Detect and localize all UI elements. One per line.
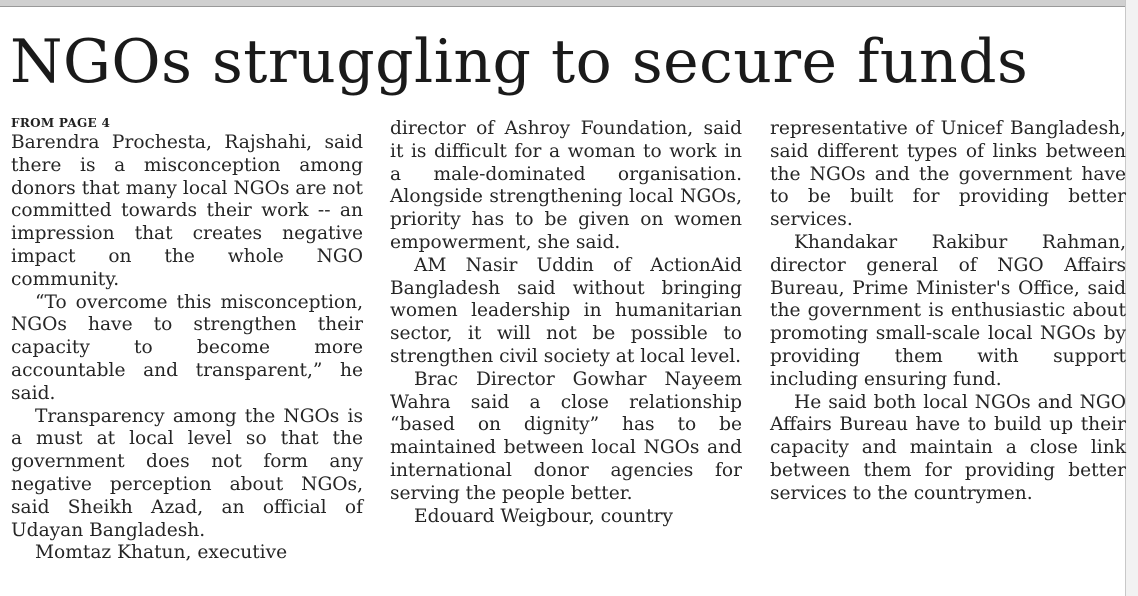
article-column-3 [770, 118, 1126, 506]
paragraph: representative of Unicef Bangladesh, said different types of links between the NGOs and the government have to be built for providing better services. [770, 118, 1126, 231]
paragraph: Khandakar Rakibur Rahman, director general of NGO Affairs Bureau, Prime Minister's Office, said the government is enthusiastic about promoting small-scale local NGOs by providing them with support including ensuring fund. [770, 231, 1126, 390]
paragraph: Barendra Prochesta, Rajshahi, said there is a misconception among donors that many local NGOs are not committed towards their work -- an impression that creates negative impact on the whole NGO community. [11, 132, 363, 290]
paragraph: director of Ashroy Foundation, said it is difficult for a woman to work in a male-dominated organisation. Alongside strengthening local NGOs, priority has to be given on women empowerment, she said. [390, 118, 742, 253]
top-rule [0, 0, 1138, 7]
headline: NGOs struggling to secure funds [10, 27, 1029, 97]
paragraph: “To overcome this misconception, NGOs have to strengthen their capacity to become more accountable and transparent,” he said. [11, 291, 363, 404]
paragraph: He said both local NGOs and NGO Affairs Bureau have to build up their capacity and maintain a close link between them for providing better services to the countrymen. [770, 391, 1126, 504]
article-column-1 [11, 115, 363, 565]
paragraph: Brac Director Gowhar Nayeem Wahra said a close relationship “based on dignity” has to be maintained between local NGOs and international donor agencies for serving the people better. [390, 368, 742, 504]
paragraph: Edouard Weigbour, country [414, 505, 674, 527]
jump-line: FROM PAGE 4 [11, 116, 111, 130]
article-column-2 [390, 118, 742, 528]
paragraph: AM Nasir Uddin of ActionAid Bangladesh said without bringing women leadership in humanitarian sector, it will not be possible to strengthen civil society at local level. [390, 254, 742, 367]
paragraph: Momtaz Khatun, executive [35, 542, 288, 564]
right-edge [1125, 0, 1138, 596]
paragraph: Transparency among the NGOs is a must at local level so that the government does not form any negative perception about NGOs, said Sheikh Azad, an official of Udayan Bangladesh. [11, 405, 363, 541]
